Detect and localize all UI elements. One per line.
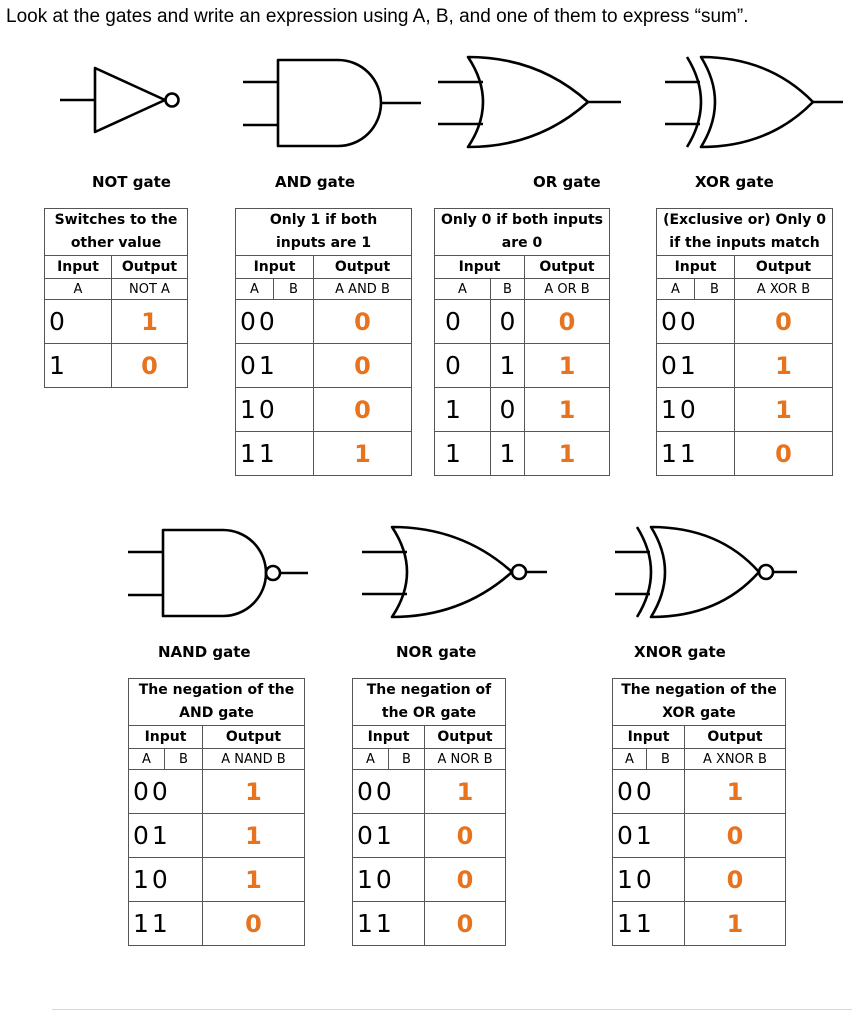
col-a-label: A	[613, 749, 647, 770]
col-a-label: A	[657, 279, 695, 300]
handwritten-answer: 0	[314, 300, 412, 344]
page-divider	[52, 1009, 852, 1010]
table-row: 00	[613, 770, 685, 814]
col-a-label: A	[45, 279, 112, 300]
handwritten-answer: 1	[203, 858, 305, 902]
output-header: Output	[112, 256, 188, 279]
handwritten-answer: 1	[203, 814, 305, 858]
table-row: 1	[45, 344, 112, 388]
nand-description: The negation of the AND gate	[129, 679, 305, 726]
nand-gate-symbol	[128, 525, 313, 620]
not-truth-table	[44, 208, 188, 388]
table-row: 00	[129, 770, 203, 814]
table-row: 01	[129, 814, 203, 858]
xor-gate-symbol	[665, 52, 845, 152]
input-header: Input	[236, 256, 314, 279]
not-gate-symbol	[60, 60, 190, 140]
handwritten-answer: 0	[425, 814, 506, 858]
input-header: Input	[613, 726, 685, 749]
input-header: Input	[129, 726, 203, 749]
table-row: 10	[236, 388, 314, 432]
table-row: 00	[353, 770, 425, 814]
output-header: Output	[685, 726, 786, 749]
table-row: 11	[657, 432, 735, 476]
xnor-gate-title: XNOR gate	[634, 643, 726, 661]
table-row: 01	[613, 814, 685, 858]
handwritten-answer: 0	[112, 344, 188, 388]
and-gate-symbol	[243, 55, 433, 150]
handwritten-answer: 0	[425, 858, 506, 902]
col-b-label: B	[695, 279, 735, 300]
or-gate-symbol	[438, 52, 628, 152]
handwritten-answer: 0	[314, 388, 412, 432]
table-row: 1	[491, 344, 525, 388]
output-header: Output	[525, 256, 610, 279]
and-description: Only 1 if both inputs are 1	[236, 209, 412, 256]
table-row: 0	[45, 300, 112, 344]
handwritten-answer: 1	[425, 770, 506, 814]
xor-gate-title: XOR gate	[695, 173, 774, 191]
output-col-label: NOT A	[112, 279, 188, 300]
output-col-label: A NOR B	[425, 749, 506, 770]
handwritten-answer: 1	[735, 344, 833, 388]
col-b-label: B	[165, 749, 203, 770]
handwritten-answer: 1	[203, 770, 305, 814]
output-header: Output	[425, 726, 506, 749]
not-description: Switches to the other value	[45, 209, 188, 256]
table-row: 0	[491, 300, 525, 344]
table-row: 01	[353, 814, 425, 858]
table-row: 0	[435, 344, 491, 388]
table-row: 1	[435, 432, 491, 476]
question-text: Look at the gates and write an expression using A, B, and one of them to express “sum”.	[6, 6, 749, 27]
col-b-label: B	[274, 279, 314, 300]
col-a-label: A	[353, 749, 389, 770]
output-header: Output	[314, 256, 412, 279]
handwritten-answer: 1	[525, 344, 610, 388]
table-row: 11	[236, 432, 314, 476]
table-row: 1	[491, 432, 525, 476]
nand-truth-table	[128, 678, 305, 946]
input-header: Input	[657, 256, 735, 279]
table-row: 11	[353, 902, 425, 946]
output-col-label: A OR B	[525, 279, 610, 300]
nor-truth-table	[352, 678, 506, 946]
xnor-gate-symbol	[615, 522, 800, 622]
col-a-label: A	[435, 279, 491, 300]
input-header: Input	[353, 726, 425, 749]
and-gate-title: AND gate	[275, 173, 356, 191]
nor-gate-title: NOR gate	[396, 643, 477, 661]
handwritten-answer: 1	[685, 770, 786, 814]
table-row: 01	[657, 344, 735, 388]
handwritten-answer: 0	[525, 300, 610, 344]
input-header: Input	[45, 256, 112, 279]
xor-truth-table	[656, 208, 833, 476]
nand-gate-title: NAND gate	[158, 643, 251, 661]
col-a-label: A	[129, 749, 165, 770]
handwritten-answer: 1	[314, 432, 412, 476]
handwritten-answer: 1	[685, 902, 786, 946]
or-description: Only 0 if both inputs are 0	[435, 209, 610, 256]
handwritten-answer: 0	[685, 858, 786, 902]
and-truth-table	[235, 208, 412, 476]
output-col-label: A NAND B	[203, 749, 305, 770]
not-gate-title: NOT gate	[92, 173, 171, 191]
col-b-label: B	[491, 279, 525, 300]
output-header: Output	[203, 726, 305, 749]
handwritten-answer: 0	[314, 344, 412, 388]
handwritten-answer: 0	[203, 902, 305, 946]
or-gate-title: OR gate	[533, 173, 601, 191]
input-header: Input	[435, 256, 525, 279]
col-b-label: B	[647, 749, 685, 770]
table-row: 10	[613, 858, 685, 902]
table-row: 01	[236, 344, 314, 388]
handwritten-answer: 0	[735, 300, 833, 344]
nor-gate-symbol	[362, 522, 552, 622]
table-row: 10	[129, 858, 203, 902]
handwritten-answer: 0	[685, 814, 786, 858]
handwritten-answer: 0	[735, 432, 833, 476]
table-row: 00	[657, 300, 735, 344]
table-row: 10	[353, 858, 425, 902]
output-col-label: A AND B	[314, 279, 412, 300]
table-row: 10	[657, 388, 735, 432]
table-row: 11	[613, 902, 685, 946]
col-b-label: B	[389, 749, 425, 770]
nor-description: The negation of the OR gate	[353, 679, 506, 726]
output-header: Output	[735, 256, 833, 279]
or-truth-table	[434, 208, 610, 476]
handwritten-answer: 1	[525, 388, 610, 432]
output-col-label: A XOR B	[735, 279, 833, 300]
table-row: 1	[435, 388, 491, 432]
handwritten-answer: 1	[735, 388, 833, 432]
table-row: 00	[236, 300, 314, 344]
table-row: 11	[129, 902, 203, 946]
col-a-label: A	[236, 279, 274, 300]
handwritten-answer: 1	[112, 300, 188, 344]
output-col-label: A XNOR B	[685, 749, 786, 770]
table-row: 0	[491, 388, 525, 432]
xnor-description: The negation of the XOR gate	[613, 679, 786, 726]
xor-description: (Exclusive or) Only 0 if the inputs match	[657, 209, 833, 256]
xnor-truth-table	[612, 678, 786, 946]
handwritten-answer: 0	[425, 902, 506, 946]
handwritten-answer: 1	[525, 432, 610, 476]
table-row: 0	[435, 300, 491, 344]
